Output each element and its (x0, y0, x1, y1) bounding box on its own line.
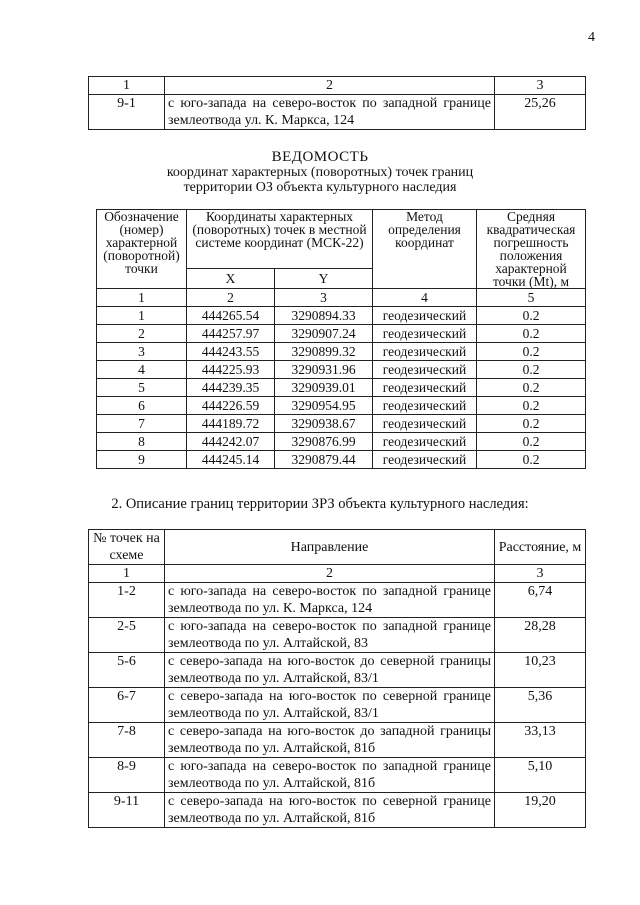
table-header-row (97, 210, 586, 269)
point-number: 2 (97, 325, 187, 343)
method-header: Метод определения координат (373, 210, 477, 289)
coordinates-header: Координаты характерных (поворотных) точек в местной системе координат (МСК-22) (187, 210, 373, 269)
direction-cell: с юго-запада на северо-восток по западной границе землеотвода по ул. К. Маркса, 124 (165, 583, 495, 618)
table-row (97, 451, 586, 469)
direction-cell: с северо-запада на юго-восток до северной границы землеотвода по ул. Алтайской, 83/1 (165, 653, 495, 688)
segment-cell: 8-9 (89, 758, 165, 793)
page-number: 4 (588, 30, 595, 45)
direction-cell: с юго-запада на северо-восток по западной границе землеотвода по ул. Алтайской, 83 (165, 618, 495, 653)
statement-subtitle-line1: координат характерных (поворотных) точек границ (166, 165, 474, 180)
distance-cell: 5,10 (495, 758, 586, 793)
column-number: 1 (97, 289, 187, 307)
table-header-row (89, 77, 586, 95)
points-header: № точек на схеме (89, 530, 165, 565)
y-cell: 3290907.24 (275, 325, 373, 343)
error-cell: 0.2 (477, 361, 586, 379)
x-cell: 444257.97 (187, 325, 275, 343)
direction-cell: с северо-запада на юго-восток по северной границе землеотвода по ул. Алтайской, 83/1 (165, 688, 495, 723)
method-cell: геодезический (373, 415, 477, 433)
y-cell: 3290876.99 (275, 433, 373, 451)
column-number: 3 (495, 565, 586, 583)
distance-cell: 28,28 (495, 618, 586, 653)
method-cell: геодезический (373, 433, 477, 451)
error-cell: 0.2 (477, 433, 586, 451)
table-row (97, 415, 586, 433)
column-number-row (89, 565, 586, 583)
distance-cell: 6,74 (495, 583, 586, 618)
column-number: 4 (373, 289, 477, 307)
point-number: 9 (97, 451, 187, 469)
distance-cell: 33,13 (495, 723, 586, 758)
table-row (89, 583, 586, 618)
point-number: 1 (97, 307, 187, 325)
point-number: 6 (97, 397, 187, 415)
error-cell: 0.2 (477, 451, 586, 469)
table-row (89, 653, 586, 688)
y-cell: 3290954.95 (275, 397, 373, 415)
y-cell: 3290879.44 (275, 451, 373, 469)
table-row (89, 793, 586, 828)
y-cell: 3290938.67 (275, 415, 373, 433)
error-cell: 0.2 (477, 379, 586, 397)
x-header: X (187, 268, 275, 288)
distance-header: Расстояние, м (495, 530, 586, 565)
method-cell: геодезический (373, 451, 477, 469)
y-cell: 3290939.01 (275, 379, 373, 397)
distance-cell: 19,20 (495, 793, 586, 828)
method-cell: геодезический (373, 397, 477, 415)
direction-cell: с северо-запада на юго-восток до западной границы землеотвода по ул. Алтайской, 81б (165, 723, 495, 758)
table-row (89, 618, 586, 653)
x-cell: 444242.07 (187, 433, 275, 451)
segment-cell: 9-11 (89, 793, 165, 828)
distance-cell: 25,26 (495, 95, 586, 130)
distance-cell: 10,23 (495, 653, 586, 688)
table-row (97, 433, 586, 451)
column-number: 3 (275, 289, 373, 307)
direction-cell: с северо-запада на юго-восток по северной границе землеотвода по ул. Алтайской, 81б (165, 793, 495, 828)
x-cell: 444225.93 (187, 361, 275, 379)
method-cell: геодезический (373, 379, 477, 397)
segment-cell: 2-5 (89, 618, 165, 653)
table-row (97, 307, 586, 325)
section-2-caption: 2. Описание границ территории ЗРЗ объекта культурного наследия: (111, 496, 529, 512)
segment-cell: 7-8 (89, 723, 165, 758)
table-row (97, 325, 586, 343)
error-cell: 0.2 (477, 343, 586, 361)
y-cell: 3290894.33 (275, 307, 373, 325)
segment-cell: 1-2 (89, 583, 165, 618)
x-cell: 444245.14 (187, 451, 275, 469)
y-cell: 3290899.32 (275, 343, 373, 361)
error-header: Средняя квадратическая погрешность положения характерной точки (Mt), м (477, 210, 586, 289)
error-cell: 0.2 (477, 397, 586, 415)
coordinates-table (96, 209, 586, 469)
table-row (97, 361, 586, 379)
direction-header: Направление (165, 530, 495, 565)
method-cell: геодезический (373, 343, 477, 361)
method-cell: геодезический (373, 307, 477, 325)
column-number-row (97, 289, 586, 307)
table-row (97, 343, 586, 361)
direction-cell: с юго-запада на северо-восток по западной границе землеотвода по ул. Алтайской, 81б (165, 758, 495, 793)
table-row (89, 723, 586, 758)
column-number: 1 (89, 565, 165, 583)
table-row (89, 758, 586, 793)
point-number: 3 (97, 343, 187, 361)
table-header-row (89, 530, 586, 565)
distance-cell: 5,36 (495, 688, 586, 723)
column-number: 2 (165, 77, 495, 95)
point-number: 7 (97, 415, 187, 433)
column-number: 1 (89, 77, 165, 95)
point-number: 5 (97, 379, 187, 397)
table-row (97, 397, 586, 415)
table-row (89, 95, 586, 130)
x-cell: 444243.55 (187, 343, 275, 361)
y-header: Y (275, 268, 373, 288)
boundary-table-continued (88, 76, 586, 130)
segment-cell: 9-1 (89, 95, 165, 130)
y-cell: 3290931.96 (275, 361, 373, 379)
x-cell: 444239.35 (187, 379, 275, 397)
direction-cell: с юго-запада на северо-восток по западной границе землеотвода ул. К. Маркса, 124 (165, 95, 495, 130)
segment-cell: 5-6 (89, 653, 165, 688)
column-number: 5 (477, 289, 586, 307)
point-number: 4 (97, 361, 187, 379)
statement-heading (0, 150, 640, 195)
column-number: 3 (495, 77, 586, 95)
statement-subtitle-line2: территории ОЗ объекта культурного наследия (183, 180, 457, 195)
method-cell: геодезический (373, 361, 477, 379)
point-number: 8 (97, 433, 187, 451)
x-cell: 444226.59 (187, 397, 275, 415)
designation-header: Обозначение (номер) характерной (поворотной) точки (97, 210, 187, 289)
error-cell: 0.2 (477, 415, 586, 433)
column-number: 2 (187, 289, 275, 307)
error-cell: 0.2 (477, 307, 586, 325)
x-cell: 444189.72 (187, 415, 275, 433)
error-cell: 0.2 (477, 325, 586, 343)
method-cell: геодезический (373, 325, 477, 343)
statement-title: ВЕДОМОСТЬ (271, 149, 369, 165)
table-row (97, 379, 586, 397)
x-cell: 444265.54 (187, 307, 275, 325)
boundary-description-table (88, 529, 586, 828)
column-number: 2 (165, 565, 495, 583)
table-row (89, 688, 586, 723)
segment-cell: 6-7 (89, 688, 165, 723)
